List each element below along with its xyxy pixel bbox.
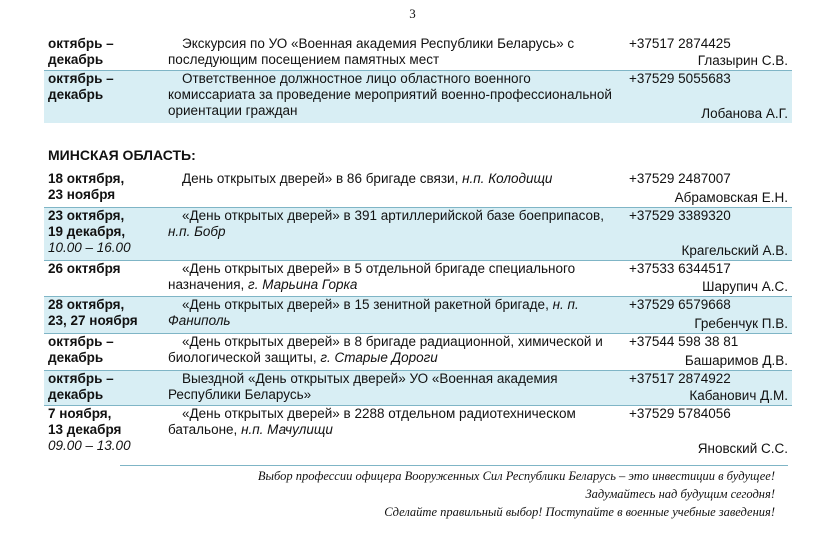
contact-phone: +37529 2487007 (629, 171, 731, 186)
table-row (44, 260, 792, 296)
contact-phone: +37517 2874922 (629, 371, 731, 386)
table-row (44, 207, 792, 260)
table-row (44, 405, 792, 458)
description-text: Выездной «День открытых дверей» УО «Военная академия Республики Беларусь» (168, 371, 558, 402)
event-date (48, 334, 160, 366)
contact-person: Кабанович Д.М. (689, 388, 788, 403)
table-row (44, 36, 792, 70)
footer-line: Сделайте правильный выбор! Поступайте в военные учебные заведения! (384, 505, 775, 519)
contact-person: Башаримов Д.В. (684, 353, 788, 368)
table-row (44, 70, 792, 123)
footer-line: Выбор профессии офицера Вооруженных Сил Республики Беларусь – это инвестиции в будущее! (257, 469, 775, 483)
location-text: г. Марьина Горка (248, 277, 358, 292)
date-line: декабрь (48, 350, 104, 365)
date-line: 28 октября, (48, 297, 125, 312)
location-text: г. Старые Дороги (320, 350, 438, 365)
date-line: 19 декабря, (48, 224, 126, 239)
description-text: День открытых дверей» в 86 бригаде связи, (182, 171, 463, 186)
event-description (168, 406, 618, 438)
table-row (44, 333, 792, 370)
description-text: «День открытых дверей» в 391 артиллерийской базе боеприпасов, (182, 208, 604, 223)
event-description (168, 371, 618, 403)
description-text: Ответственное должностное лицо областного военного комиссариата за проведение мероприятий военно-профессиональной ориентации граждан (168, 71, 612, 118)
contact-phone: +37544 598 38 81 (629, 334, 739, 349)
contact-phone: +37529 6579668 (629, 297, 731, 312)
table-row (44, 171, 792, 207)
event-date (48, 171, 160, 203)
event-date (48, 71, 160, 103)
contact-person: Крагельский А.В. (681, 243, 788, 258)
description-text: «День открытых дверей» в 2288 отдельном радиотехническом батальоне, (168, 406, 576, 437)
page-number: 3 (409, 6, 416, 21)
date-line: декабрь (48, 52, 104, 67)
minsk-table (44, 171, 792, 458)
event-description (168, 36, 618, 68)
date-line: декабрь (48, 87, 104, 102)
date-line: октябрь – (48, 334, 114, 349)
contact-person: Лобанова А.Г. (701, 106, 788, 121)
event-date (48, 261, 160, 277)
section-title: МИНСКАЯ ОБЛАСТЬ: (48, 147, 196, 163)
location-text: н. п. Фаниполь (168, 297, 579, 328)
event-date (48, 406, 160, 454)
event-date (48, 297, 160, 329)
event-description (168, 334, 618, 366)
date-line: 26 октября (48, 261, 121, 276)
date-line: декабрь (48, 387, 104, 402)
location-text: н.п. Мачулищи (241, 422, 333, 437)
date-line: октябрь – (48, 71, 114, 86)
location-text: н.п. Колодищи (462, 171, 553, 186)
date-line: 18 октября, (48, 171, 125, 186)
description-text: «День открытых дверей» в 8 бригаде радиационной, химической и биологической защиты, (168, 334, 603, 365)
date-line: 23 ноября (48, 187, 116, 202)
top-table (44, 36, 792, 123)
footer-line: Задумайтесь над будущим сегодня! (585, 487, 775, 501)
contact-person: Шарупич А.С. (702, 279, 788, 294)
date-line: октябрь – (48, 371, 114, 386)
contact-phone: +37529 5055683 (629, 71, 731, 86)
event-description (168, 171, 618, 187)
event-date (48, 36, 160, 68)
contact-phone: +37517 2874425 (629, 36, 731, 51)
date-line: 23 октября, (48, 208, 125, 223)
contact-phone: +37529 5784056 (629, 406, 731, 421)
contact-person: Абрамовская Е.Н. (674, 190, 788, 205)
location-text: н.п. Бобр (168, 224, 226, 239)
contact-person: Гребенчук П.В. (694, 316, 788, 331)
contact-person: Глазырин С.В. (697, 53, 788, 68)
description-text: «День открытых дверей» в 5 отдельной бригаде специального назначения, (168, 261, 576, 292)
contact-phone: +37533 6344517 (629, 261, 731, 276)
event-date (48, 371, 160, 403)
contact-phone: +37529 3389320 (629, 208, 731, 223)
contact-person: Яновский С.С. (697, 441, 788, 456)
description-text: «День открытых дверей» в 15 зенитной ракетной бригаде, (182, 297, 553, 312)
event-description (168, 297, 618, 329)
footer-text (258, 467, 775, 521)
event-time: 09.00 – 13.00 (48, 438, 131, 453)
table-row (44, 296, 792, 333)
event-description (168, 261, 618, 293)
date-line: 13 декабря (48, 422, 122, 437)
date-line: 23, 27 ноября (48, 313, 138, 328)
event-description (168, 208, 618, 240)
event-time: 10.00 – 16.00 (48, 240, 131, 255)
event-date (48, 208, 160, 256)
date-line: 7 ноября, (48, 406, 112, 421)
event-description (168, 71, 618, 119)
footer-divider (120, 465, 788, 466)
description-text: Экскурсия по УО «Военная академия Республики Беларусь» с последующим посещением памятных мест (168, 36, 575, 67)
date-line: октябрь – (48, 36, 114, 51)
table-row (44, 370, 792, 405)
